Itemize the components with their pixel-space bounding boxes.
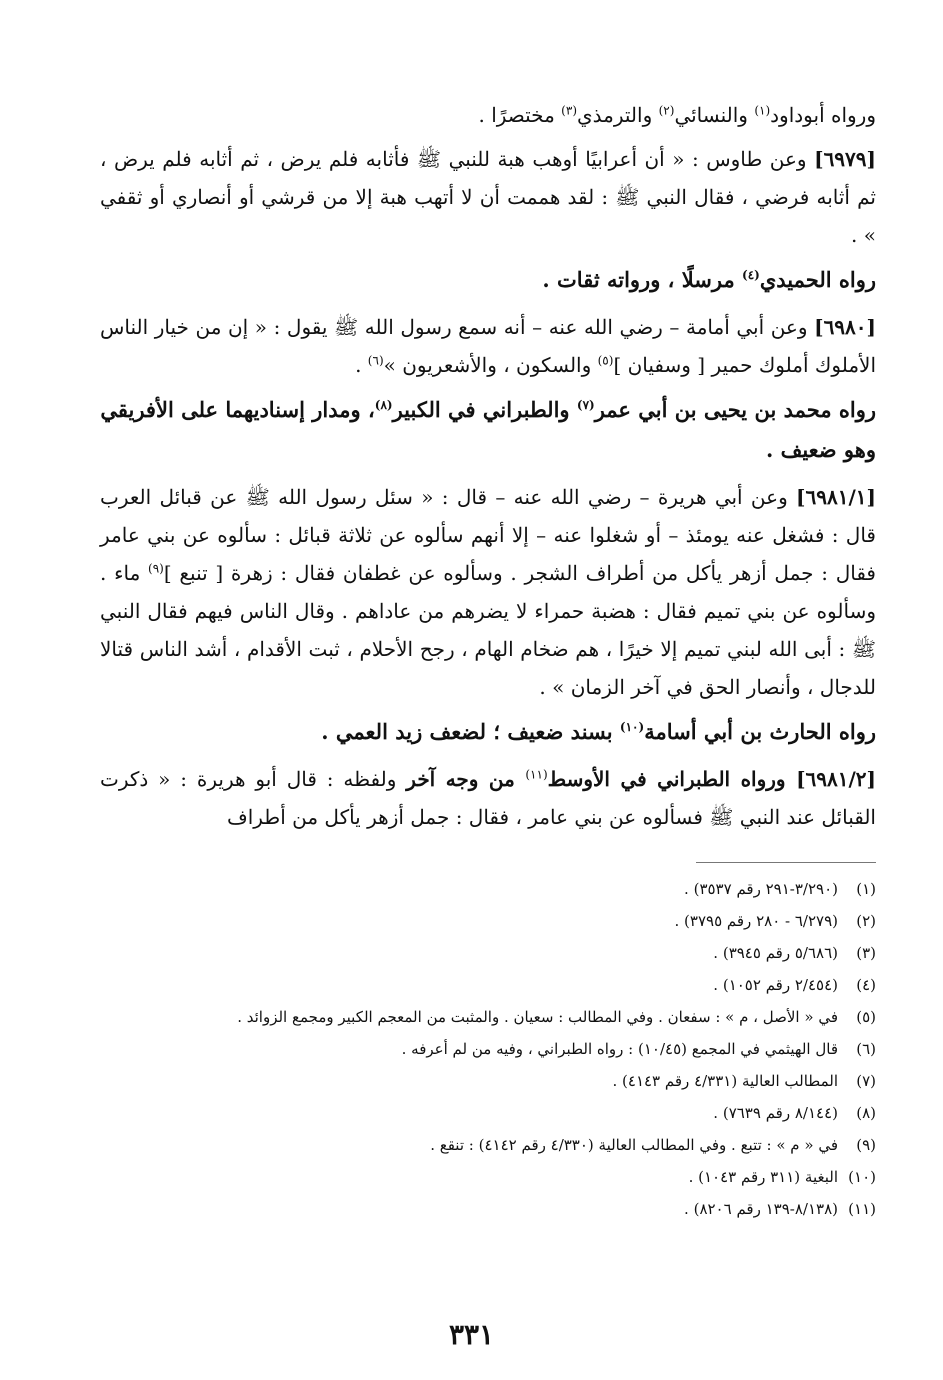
footnote [100, 1033, 876, 1065]
footnote-ref[interactable]: (١) [754, 103, 771, 118]
hadith-6981-1 [100, 478, 876, 706]
footnote [100, 1065, 876, 1097]
narration-6979 [100, 260, 876, 300]
text: والترمذي [577, 103, 659, 127]
narration-6980 [100, 390, 876, 470]
footnote-ref[interactable]: (١٠) [619, 720, 645, 734]
footnote-text: في « الأصل ، م » : سفعان . وفي المطالب : سعيان . والمثبت من المعجم الكبير ومجمع الزوائد . [237, 1008, 838, 1026]
hadith-number: [٦٩٨٠] [814, 315, 876, 339]
footnote-ref[interactable]: (١١) [525, 767, 548, 782]
footnote-ref[interactable]: (٤) [742, 268, 760, 282]
narration-6981-1 [100, 712, 876, 752]
hadith-6981-2 [100, 760, 876, 836]
hadith-6980 [100, 308, 876, 384]
footnote-text: (٦/٢٧٩ - ٢٨٠ رقم ٣٧٩٥) . [674, 912, 838, 930]
footnote [100, 1193, 876, 1225]
text: مختصرًا . [478, 103, 562, 127]
footnote-number: (٧) [856, 1072, 876, 1090]
intro-line [100, 96, 876, 134]
hadith-text: والسكون ، والأشعريون » [383, 353, 598, 377]
text: والطبراني في الكبير [392, 397, 577, 422]
hadith-number: [٦٩٨١/١] [796, 485, 876, 509]
footnote [100, 969, 876, 1001]
text: ورواه أبوداود [770, 103, 876, 127]
text: بسند ضعيف ؛ لضعف زيد العمي . [321, 719, 620, 744]
footnote-ref[interactable]: (٦) [367, 353, 384, 368]
text: رواه الحارث بن أبي أسامة [644, 719, 876, 744]
text: من وجه آخر [406, 767, 526, 791]
footnote-text: قال الهيثمي في المجمع (١٠/٤٥) : رواه الطبراني ، وفيه من لم أعرفه . [401, 1040, 838, 1058]
footnote [100, 1001, 876, 1033]
footnote-number: (١١) [848, 1200, 876, 1218]
footnote-divider [696, 862, 876, 863]
footnote-number: (١٠) [848, 1168, 876, 1186]
footnote-text: (٢/٤٥٤ رقم ١٠٥٢) . [713, 976, 838, 994]
footnote-ref[interactable]: (٨) [374, 398, 393, 412]
text: رواه الحميدي [759, 267, 876, 292]
footnote-number: (٩) [856, 1136, 876, 1154]
footnote-text: البغية (٣١١ رقم ١٠٤٣) . [688, 1168, 838, 1186]
footnote-ref[interactable]: (٩) [148, 561, 164, 576]
hadith-number: [٦٩٧٩] [814, 147, 876, 171]
footnote-number: (١) [856, 880, 876, 898]
footnotes-list [100, 873, 876, 1225]
footnote [100, 1161, 876, 1193]
text: . [355, 353, 368, 377]
hadith-6979 [100, 140, 876, 254]
footnote-number: (٣) [856, 944, 876, 962]
text: والنسائي [674, 103, 755, 127]
hadith-number: [٦٩٨١/٢] [796, 767, 877, 791]
text: مرسلًا ، ورواته ثقات . [542, 267, 743, 292]
footnote-ref[interactable]: (٣) [561, 103, 577, 118]
footnote [100, 1097, 876, 1129]
text: ، ومدار إسناديهما على الأفريقي وهو ضعيف . [100, 397, 876, 462]
footnote-number: (٢) [856, 912, 876, 930]
footnote-ref[interactable]: (٥) [597, 353, 614, 368]
footnote-number: (٦) [856, 1040, 876, 1058]
hadith-text: وعن طاوس : « أن أعرابيًا أوهب هبة للنبي ﷺ فأثابه فلم يرض ، ثم أثابه فلم يرض ، ثم أثابه فرضي ، فقال النبي ﷺ : لقد هممت أن لا أتهب هبة إلا من قرشي أو أنصاري أو ثقفي » . [100, 147, 876, 247]
hadith-text: ماء . وسألوه عن بني تميم فقال : هضبة حمراء لا يضرهم من عاداهم . وقال الناس فيهم فقال النبي ﷺ : أبى الله لبني تميم إلا خيرًا ، هم ضخام الهام ، رجح الأحلام ، ثبت الأقدام ، أشد الناس قتالا للدجال ، وأنصار الحق في آخر الزمان » . [100, 561, 876, 699]
footnote-text: في « م » : تتبع . وفي المطالب العالية (٤/٣٣٠ رقم ٤١٤٢) : تنقع . [430, 1136, 838, 1154]
footnote-number: (٥) [856, 1008, 876, 1026]
page-number: ٣٣١ [448, 1318, 495, 1351]
footnote-ref[interactable]: (٢) [658, 103, 675, 118]
footnote-ref[interactable]: (٧) [576, 398, 595, 412]
footnote [100, 937, 876, 969]
footnote-number: (٤) [856, 976, 876, 994]
footnote-text: (٥/٦٨٦ رقم ٣٩٤٥) . [713, 944, 838, 962]
footnote [100, 873, 876, 905]
text: رواه محمد بن يحيى بن أبي عمر [594, 397, 876, 422]
hadith-text: وعن أبي هريرة – رضي الله عنه – قال : « سئل رسول الله ﷺ عن قبائل العرب قال : فشغل عنه يومئذ – أو شغلوا عنه – إلا أنهم سألوه عن ثلاثة قبائل : سألوه عن بني عامر فقال : جمل أزهر يأكل من أطراف الشجر . وسألوه عن غطفان فقال : زهرة [ تنبع ] [100, 485, 876, 585]
hadith-text: ولفظه : قال أبو هريرة : « ذكرت القبائل عند النبي ﷺ فسألوه عن بني عامر ، فقال : جمل أزهر يأكل من أطراف [100, 767, 876, 829]
hadith-text: وعن أبي أمامة – رضي الله عنه – أنه سمع رسول الله ﷺ يقول : « إن من خيار الناس الأملوك أملوك حمير [ وسفيان ] [100, 315, 876, 377]
footnote-text: المطالب العالية (٤/٣٣١ رقم ٤١٤٣) . [612, 1072, 838, 1090]
footnote-number: (٨) [856, 1104, 876, 1122]
footnote-text: (٣/٢٩٠-٢٩١ رقم ٣٥٣٧) . [684, 880, 838, 898]
page-body [100, 96, 876, 1225]
footnote-text: (٨/١٤٤ رقم ٧٦٣٩) . [713, 1104, 838, 1122]
footnote [100, 905, 876, 937]
footnote-text: (٨/١٣٨-١٣٩ رقم ٨٢٠٦) . [684, 1200, 838, 1218]
text: ورواه الطبراني في الأوسط [547, 767, 797, 791]
footnote [100, 1129, 876, 1161]
